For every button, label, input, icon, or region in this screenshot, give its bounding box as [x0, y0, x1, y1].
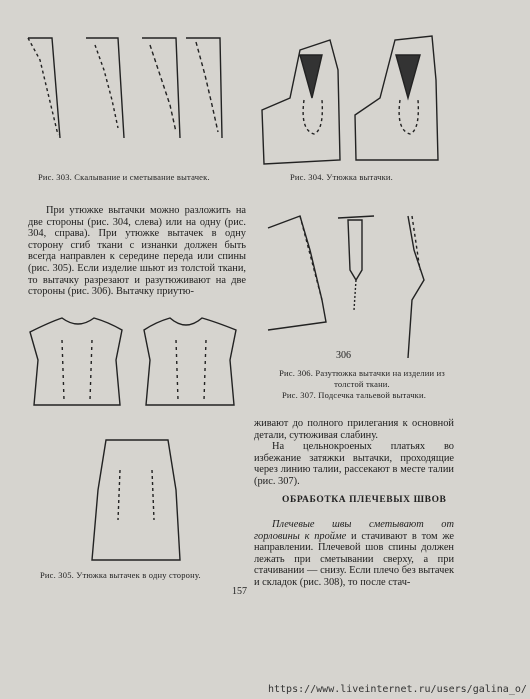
watermark: https://www.liveinternet.ru/users/galina_o/: [268, 684, 527, 695]
fig306-307-drawing: [268, 216, 424, 358]
paragraph-4-rest: и стачивают в том же направлении. Плечевой шов спины должен лежать при сметывании сверху, а при стачивании — снизу. Если плечо без вытачек и складок (рис. 308), то после стач-: [254, 530, 454, 588]
fig303-drawing: [28, 38, 222, 138]
fig306-caption: Рис. 306. Разутюжка вытачки на изделии из толстой ткани.: [279, 368, 445, 389]
page-number: 157: [232, 586, 247, 597]
right-column: [254, 418, 454, 488]
section-heading: ОБРАБОТКА ПЛЕЧЕВЫХ ШВОВ: [282, 495, 447, 505]
fig304-drawing: [262, 36, 438, 164]
fig307-caption: Рис. 307. Подсечка тальевой вытачки.: [282, 390, 427, 400]
fig305-drawing: [30, 318, 236, 560]
fig304-caption: Рис. 304. Утюжка вытачки.: [290, 172, 393, 182]
paragraph-4: [254, 519, 454, 589]
fig303-caption: Рис. 303. Скалывание и сметывание вытачек.: [38, 172, 210, 182]
paragraph-4-italic: Плечевые швы сметывают от горловины к пройме: [254, 519, 454, 542]
paragraph-2: живают до полного прилегания к основной детали, сутюживая слабину.: [254, 418, 454, 441]
paragraph-1: При утюжке вытачки можно разложить на две стороны (рис. 304, слева) или на одну (рис. 304, справа). При утюжке вытачек в одну сторону сгиб ткани с изнанки должен быть всегда направлен к середине переда или спины (рис. 305). Если изделие шьют из толстой ткани, то вытачку разрезают и разутюживают на две стороны (рис. 306). Вытачку приутю-: [28, 205, 246, 298]
fig306-label: 306: [336, 350, 351, 361]
fig305-caption: Рис. 305. Утюжка вытачек в одну сторону.: [40, 570, 201, 580]
paragraph-3: На цельнокроеных платьях во избежание затяжки вытачки, проходящие через линию талии, рассекают в месте талии (рис. 307).: [254, 441, 454, 487]
